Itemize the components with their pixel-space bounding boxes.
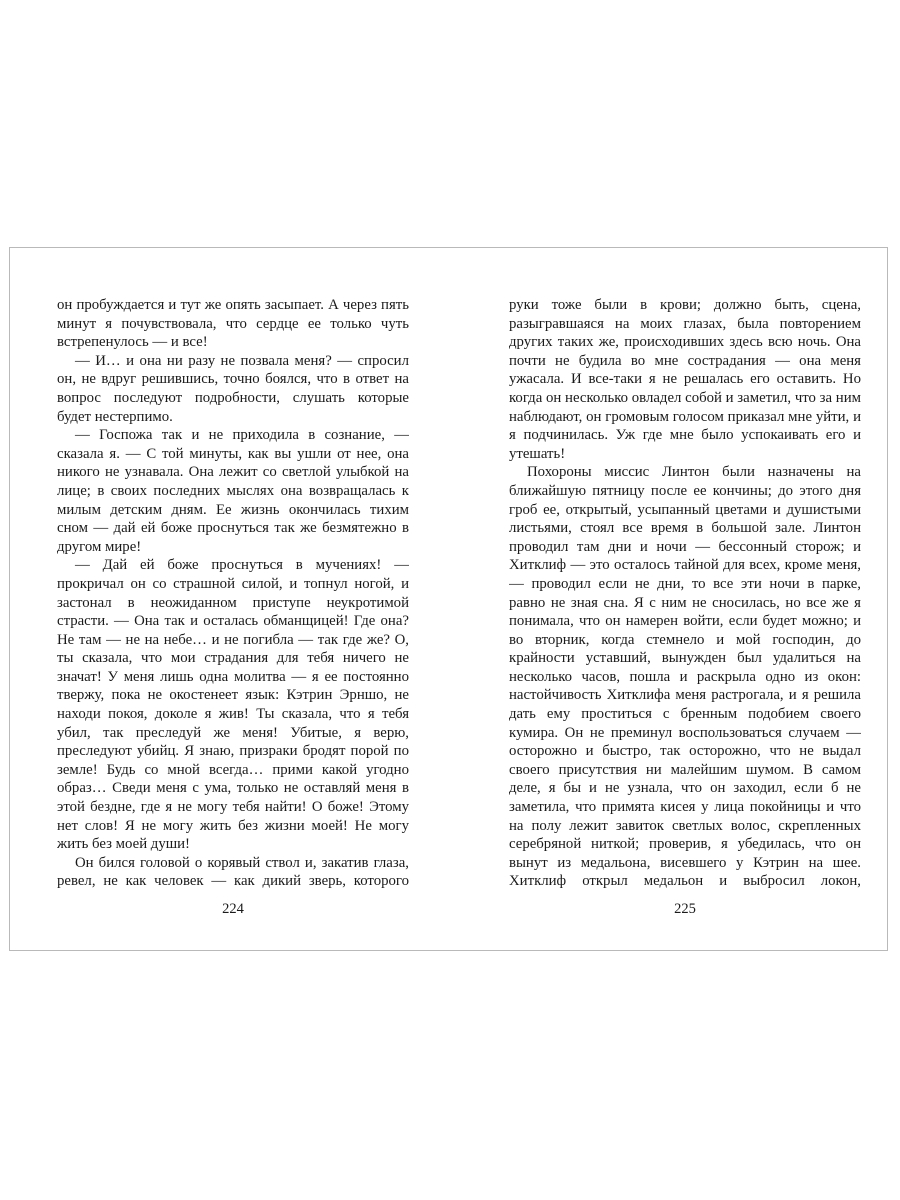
paragraph: — И… и она ни разу не позвала меня? — спросил он, не вдруг решившись, точно боялся, что в ответ на вопрос последуют подробности, слушать которые будет нестерпимо. (57, 352, 409, 425)
page-number-right: 225 (674, 901, 696, 917)
paragraph: он пробуждается и тут же опять засыпает. А через пять минут я почувствовала, что сердце ее только чуть встрепенулось — и все! (57, 297, 409, 351)
paragraph: Похороны миссис Линтон были назначены на ближайшую пятницу после ее кончины; до этого дня гроб ее, открытый, усыпанный цветами и душистыми листьями, стоял все время в большой зале. Линтон проводил там дни и ночи — бессонный сторож; и Хитклиф — это осталось тайной для всех, кроме меня, — проводил если не дни, то все эти ночи в парке, равно не зная сна. Я с ним не сносилась, но все же я понимала, что он намерен войти, если будет можно; и во вторник, когда стемнело и мой господин, до крайности уставший, вынужден был удалиться на несколько часов, пошла и раскрыла одно из окон: настойчивость Хитклифа меня растрогала, и я решила дать ему проститься с бренным подобием своего кумира. Он не преминул воспользоваться случаем — осторожно и быстро, так осторожно, что не выдал своего присутствия ни малейшим шумом. В самом деле, я бы и не узнала, что он заходил, если б не заметила, что примята кисея у лица покойницы и что на полу лежит завиток светлых волос, скрепленных серебряной ниткой; проверив, я убедилась, что он вынут из медальона, висевшего у Кэтрин на шее. Хитклиф открыл медальон и выбросил локон, (509, 464, 861, 890)
right-page-text (509, 296, 861, 890)
page-number-left: 224 (222, 901, 244, 917)
right-page (509, 296, 861, 918)
book-spread (9, 247, 888, 951)
paragraph: — Госпожа так и не приходила в сознание, — сказала я. — С той минуты, как вы ушли от нее, она никого не узнавала. Она лежит со светлой улыбкой на лице; в своих последних мыслях она возвращалась к милым детским дням. Ее жизнь окончилась тихим сном — дай ей боже проснуться так же безмятежно в другом мире! (57, 427, 409, 555)
paragraph: Он бился головой о корявый ствол и, закатив глаза, ревел, не как человек — как дикий зверь, которого (57, 854, 409, 890)
paragraph: — Дай ей боже проснуться в мучениях! — прокричал он со страшной силой, и топнул ногой, и застонал в неожиданном приступе неукротимой страсти. — Она так и осталась обманщицей! Где она? Не там — не на небе… и не погибла — так где же? О, ты сказала, что мои страдания для тебя ничего не значат! У меня лишь одна молитва — я ее постоянно твержу, пока не окостенеет язык: Кэтрин Эрншо, не находи покоя, доколе я жив! Ты сказала, что я тебя убил, так преследуй же меня! Убитые, я верю, преследуют убийц. Я знаю, призраки бродят порой по земле! Будь со мной всегда… прими какой угодно образ… Сведи меня с ума, только не оставляй меня в этой бездне, где я не могу тебя найти! О боже! Этому нет слов! Я не могу жить без жизни моей! Не могу жить без моей души! (57, 557, 409, 853)
left-page-text (57, 296, 409, 890)
paragraph: руки тоже были в крови; должно быть, сцена, разыгравшаяся на моих глазах, была повторением других таких же, происходивших здесь всю ночь. Она почти не будила во мне сострадания — она меня ужасала. И все-таки я не решалась его оставить. Но когда он несколько овладел собой и заметил, что за ним наблюдают, он громовым голосом приказал мне уйти, и я подчинилась. Уж где мне было успокаивать его и утешать! (509, 297, 861, 462)
left-page (57, 296, 409, 918)
